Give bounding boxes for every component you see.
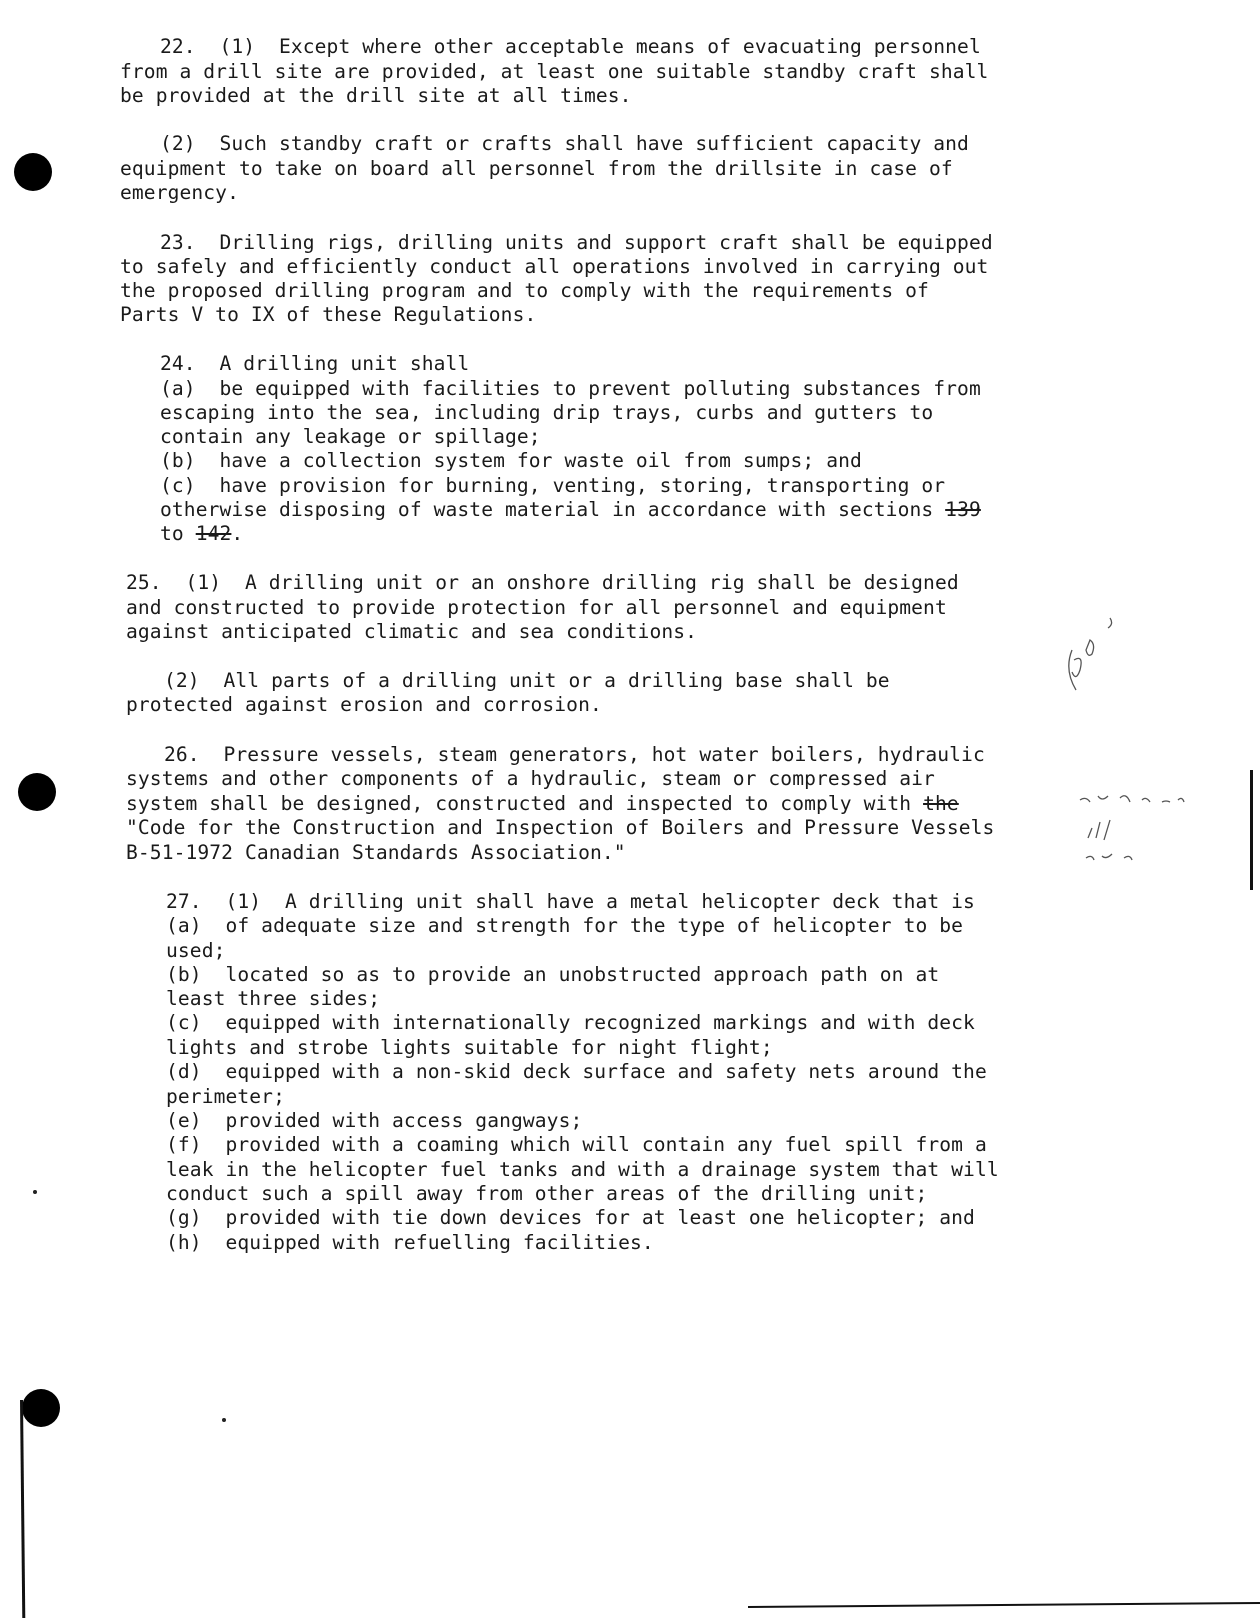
text-line-s22 — [120, 180, 239, 205]
line-text: least three sides; — [166, 987, 381, 1010]
text-line-s22 — [160, 34, 981, 59]
line-text: 25. (1) A drilling unit or an onshore drilling rig shall be designed — [126, 571, 959, 594]
text-line-s25 — [126, 619, 697, 644]
line-text: equipment to take on board all personnel from the drillsite in case of — [120, 157, 953, 180]
text-line-s27 — [166, 889, 975, 914]
text-line-s24 — [160, 400, 933, 425]
line-text: (2) All parts of a drilling unit or a drilling base shall be — [164, 669, 890, 692]
line-text: lights and strobe lights suitable for night flight; — [166, 1036, 773, 1059]
line-text: 23. Drilling rigs, drilling units and support craft shall be equipped — [160, 231, 993, 254]
text-line-s27 — [166, 1132, 987, 1157]
text-line-s22 — [120, 59, 988, 84]
text-line-s26 — [126, 840, 626, 865]
line-text: (f) provided with a coaming which will contain any fuel spill from a — [166, 1133, 987, 1156]
text-line-s27 — [166, 1084, 285, 1109]
line-text: Parts V to IX of these Regulations. — [120, 303, 537, 326]
text-line-s27 — [166, 1059, 987, 1084]
text-line-s27 — [166, 986, 380, 1011]
text-line-s25 — [126, 692, 602, 717]
line-text: (c) equipped with internationally recognized markings and with deck — [166, 1011, 975, 1034]
line-text: and constructed to provide protection for all personnel and equipment — [126, 596, 947, 619]
text-line-s23 — [160, 230, 993, 255]
text-line-s26 — [126, 791, 959, 816]
line-text: protected against erosion and corrosion. — [126, 693, 602, 716]
line-text: "Code for the Construction and Inspection of Boilers and Pressure Vessels — [126, 816, 995, 839]
line-text: 22. (1) Except where other acceptable means of evacuating personnel — [160, 35, 981, 58]
text-line-s26 — [126, 766, 935, 791]
punch-hole-top — [14, 153, 52, 191]
margin-handwriting — [1050, 610, 1250, 870]
text-line-s24 — [160, 448, 862, 473]
line-text: against anticipated climatic and sea conditions. — [126, 620, 698, 643]
line-text: systems and other components of a hydraulic, steam or compressed air — [126, 767, 935, 790]
struck-text: the — [923, 792, 959, 815]
line-text: leak in the helicopter fuel tanks and with a drainage system that will — [166, 1158, 999, 1181]
line-text: emergency. — [120, 181, 239, 204]
line-text: (g) provided with tie down devices for at least one helicopter; and — [166, 1206, 975, 1229]
line-text: (e) provided with access gangways; — [166, 1109, 583, 1132]
text-line-s25 — [126, 595, 947, 620]
line-text: (h) equipped with refuelling facilities. — [166, 1231, 654, 1254]
line-text: (2) Such standby craft or crafts shall have sufficient capacity and — [160, 132, 969, 155]
line-text: (d) equipped with a non-skid deck surface and safety nets around the — [166, 1060, 987, 1083]
page-edge-right — [1250, 770, 1253, 890]
text-line-s25 — [164, 668, 890, 693]
line-text: conduct such a spill away from other areas of the drilling unit; — [166, 1182, 928, 1205]
text-line-s26 — [126, 815, 994, 840]
punch-hole-bottom — [22, 1389, 60, 1427]
line-text: system shall be designed, constructed and inspected to comply with — [126, 792, 924, 815]
text-line-s25 — [126, 570, 959, 595]
text-line-s27 — [166, 913, 963, 938]
text-line-s24 — [160, 351, 469, 376]
line-text: perimeter; — [166, 1085, 285, 1108]
text-line-s22 — [160, 131, 969, 156]
line-text: (a) of adequate size and strength for the type of helicopter to be — [166, 914, 964, 937]
text-line-s27 — [166, 1035, 773, 1060]
text-line-s26 — [164, 742, 985, 767]
text-line-s22 — [120, 83, 632, 108]
line-text: to — [160, 522, 196, 545]
text-line-s27 — [166, 938, 225, 963]
text-line-s24 — [160, 497, 981, 522]
page-edge-bottom — [748, 1602, 1260, 1608]
text-line-s27 — [166, 1230, 654, 1255]
line-text: escaping into the sea, including drip trays, curbs and gutters to — [160, 401, 934, 424]
page-edge-left — [20, 1400, 25, 1618]
struck-text: 139 — [945, 498, 981, 521]
text-line-s27 — [166, 1010, 975, 1035]
text-line-s27 — [166, 962, 939, 987]
text-line-s24 — [160, 424, 541, 449]
line-text: B-51-1972 Canadian Standards Association." — [126, 841, 626, 864]
punch-hole-middle — [18, 773, 56, 811]
line-text: used; — [166, 939, 226, 962]
scan-speck — [222, 1418, 226, 1422]
line-text: otherwise disposing of waste material in accordance with sections — [160, 498, 946, 521]
line-text: to safely and efficiently conduct all operations involved in carrying out — [120, 255, 989, 278]
text-line-s27 — [166, 1108, 582, 1133]
line-text: 27. (1) A drilling unit shall have a metal helicopter deck that is — [166, 890, 975, 913]
text-line-s22 — [120, 156, 953, 181]
struck-text: 142 — [195, 522, 232, 545]
text-line-s27 — [166, 1157, 999, 1182]
text-line-s23 — [120, 278, 929, 303]
line-text: 24. A drilling unit shall — [160, 352, 470, 375]
line-text: from a drill site are provided, at least one suitable standby craft shall — [120, 60, 989, 83]
line-text: contain any leakage or spillage; — [160, 425, 541, 448]
text-line-s24 — [160, 376, 981, 401]
line-text: be provided at the drill site at all times. — [120, 84, 632, 107]
line-text: 26. Pressure vessels, steam generators, hot water boilers, hydraulic — [164, 743, 985, 766]
text-line-s27 — [166, 1181, 927, 1206]
line-text: (c) have provision for burning, venting, storing, transporting or — [160, 474, 946, 497]
text-line-s24 — [160, 473, 945, 498]
text-line-s24 — [160, 521, 243, 546]
line-text: (a) be equipped with facilities to prevent polluting substances from — [160, 377, 981, 400]
trailing-punctuation: . — [231, 522, 244, 545]
line-text: (b) located so as to provide an unobstructed approach path on at — [166, 963, 940, 986]
text-line-s23 — [120, 302, 536, 327]
text-line-s23 — [120, 254, 988, 279]
scan-speck — [33, 1190, 37, 1194]
text-line-s27 — [166, 1205, 975, 1230]
line-text: the proposed drilling program and to comply with the requirements of — [120, 279, 929, 302]
line-text: (b) have a collection system for waste oil from sumps; and — [160, 449, 862, 472]
